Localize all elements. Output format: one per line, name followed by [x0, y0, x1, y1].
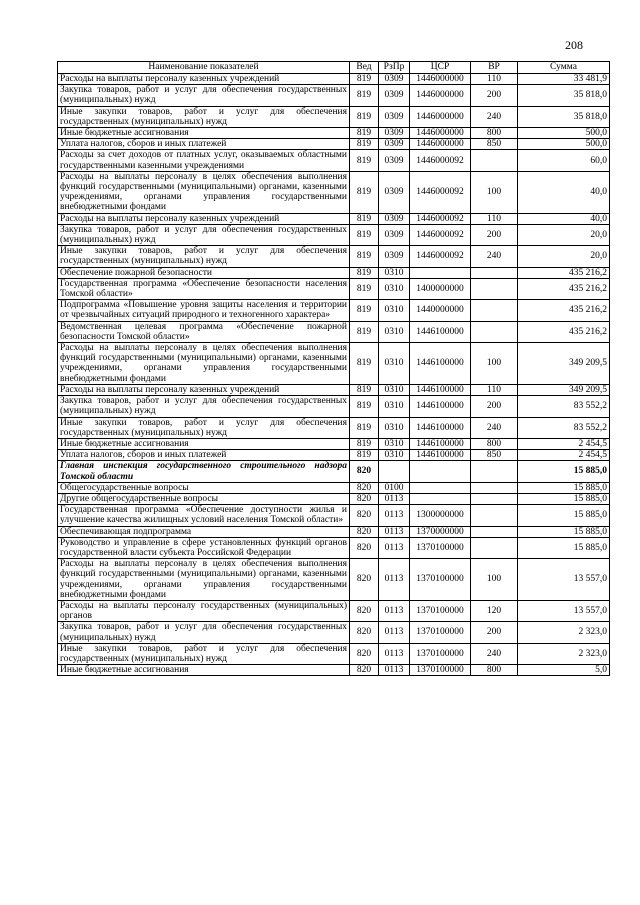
- cell-ved: 820: [350, 537, 379, 558]
- cell-ved: 819: [350, 171, 379, 213]
- table-row: [58, 171, 610, 213]
- cell-rzpr: 0310: [379, 300, 410, 321]
- cell-vr: 800: [471, 128, 518, 139]
- cell-vr: 200: [471, 224, 518, 245]
- table-row: [58, 150, 610, 171]
- cell-sum: 15 885,0: [518, 537, 610, 558]
- table-row: [58, 526, 610, 537]
- cell-ved: 820: [350, 505, 379, 526]
- cell-rzpr: 0309: [379, 224, 410, 245]
- cell-name: Иные закупки товаров, работ и услуг для обеспечения государственных (муниципальных) нужд: [58, 246, 350, 267]
- cell-csr: 1446000000: [410, 106, 471, 127]
- cell-name: Иные закупки товаров, работ и услуг для обеспечения государственных (муниципальных) нужд: [58, 106, 350, 127]
- cell-csr: 1400000000: [410, 278, 471, 299]
- cell-name: Обеспечивающая подпрограмма: [58, 526, 350, 537]
- cell-ved: 819: [350, 85, 379, 106]
- cell-sum: 5,0: [518, 665, 610, 676]
- cell-name: Закупка товаров, работ и услуг для обеспечения государственных (муниципальных) нужд: [58, 396, 350, 417]
- table-row: [58, 622, 610, 643]
- table-row: [58, 106, 610, 127]
- cell-csr: 1446000000: [410, 139, 471, 150]
- table-row: [58, 246, 610, 267]
- table-row: [58, 559, 610, 601]
- table-row: [58, 537, 610, 558]
- cell-sum: 83 552,2: [518, 417, 610, 438]
- cell-ved: 819: [350, 343, 379, 385]
- cell-sum: 2 323,0: [518, 622, 610, 643]
- cell-sum: 435 216,2: [518, 300, 610, 321]
- cell-name: Иные закупки товаров, работ и услуг для обеспечения государственных (муниципальных) нужд: [58, 417, 350, 438]
- cell-vr: 800: [471, 438, 518, 449]
- cell-csr: 1446100000: [410, 343, 471, 385]
- cell-rzpr: 0310: [379, 450, 410, 461]
- cell-ved: 820: [350, 482, 379, 493]
- cell-ved: 820: [350, 643, 379, 664]
- cell-sum: 2 323,0: [518, 643, 610, 664]
- table-row: [58, 417, 610, 438]
- cell-sum: 83 552,2: [518, 396, 610, 417]
- cell-ved: 820: [350, 493, 379, 504]
- cell-name: Закупка товаров, работ и услуг для обеспечения государственных (муниципальных) нужд: [58, 85, 350, 106]
- table-row: [58, 461, 610, 482]
- cell-rzpr: 0310: [379, 438, 410, 449]
- cell-sum: 349 209,5: [518, 384, 610, 395]
- table-row: [58, 482, 610, 493]
- cell-ved: 820: [350, 622, 379, 643]
- cell-name: Государственная программа «Обеспечение доступности жилья и улучшение качества жилищных условий населения Томской области»: [58, 505, 350, 526]
- cell-name: Расходы на выплаты персоналу в целях обеспечения выполнения функций государственными (муниципальными) органами, казенными учреждениями, органами управления государственными внебюджетными фондами: [58, 171, 350, 213]
- cell-sum: 15 885,0: [518, 505, 610, 526]
- header-ved: Вед: [350, 62, 379, 74]
- cell-rzpr: 0113: [379, 526, 410, 537]
- cell-csr: 1446000000: [410, 85, 471, 106]
- cell-name: Обеспечение пожарной безопасности: [58, 267, 350, 278]
- cell-vr: 240: [471, 106, 518, 127]
- cell-ved: 819: [350, 267, 379, 278]
- cell-name: Другие общегосударственные вопросы: [58, 493, 350, 504]
- table-row: [58, 139, 610, 150]
- cell-csr: 1446100000: [410, 438, 471, 449]
- cell-csr: 1446000000: [410, 128, 471, 139]
- cell-rzpr: 0113: [379, 537, 410, 558]
- cell-sum: 435 216,2: [518, 278, 610, 299]
- cell-vr: [471, 150, 518, 171]
- cell-ved: 820: [350, 526, 379, 537]
- cell-sum: 60,0: [518, 150, 610, 171]
- cell-vr: 110: [471, 384, 518, 395]
- table-row: [58, 321, 610, 342]
- cell-csr: 1370000000: [410, 526, 471, 537]
- table-row: [58, 600, 610, 621]
- header-rzpr: РзПр: [379, 62, 410, 74]
- cell-vr: 200: [471, 396, 518, 417]
- header-name: Наименование показателей: [58, 62, 350, 74]
- cell-ved: 819: [350, 128, 379, 139]
- cell-rzpr: 0113: [379, 643, 410, 664]
- cell-ved: 820: [350, 461, 379, 482]
- cell-sum: 35 818,0: [518, 85, 610, 106]
- cell-sum: 13 557,0: [518, 559, 610, 601]
- cell-sum: 20,0: [518, 246, 610, 267]
- cell-name: Ведомственная целевая программа «Обеспечение пожарной безопасности Томской области»: [58, 321, 350, 342]
- cell-rzpr: 0310: [379, 278, 410, 299]
- cell-vr: 850: [471, 450, 518, 461]
- cell-ved: 819: [350, 150, 379, 171]
- cell-sum: 13 557,0: [518, 600, 610, 621]
- cell-sum: 15 885,0: [518, 482, 610, 493]
- cell-csr: 1370100000: [410, 622, 471, 643]
- cell-sum: 15 885,0: [518, 461, 610, 482]
- cell-vr: 110: [471, 74, 518, 85]
- cell-name: Закупка товаров, работ и услуг для обеспечения государственных (муниципальных) нужд: [58, 622, 350, 643]
- cell-csr: 1446000000: [410, 74, 471, 85]
- table-row: [58, 505, 610, 526]
- cell-vr: [471, 505, 518, 526]
- cell-vr: 100: [471, 559, 518, 601]
- cell-rzpr: 0309: [379, 150, 410, 171]
- cell-ved: 819: [350, 224, 379, 245]
- cell-csr: [410, 267, 471, 278]
- cell-vr: [471, 526, 518, 537]
- cell-name: Главная инспекция государственного строительного надзора Томской области: [58, 461, 350, 482]
- cell-rzpr: 0309: [379, 85, 410, 106]
- cell-rzpr: 0309: [379, 74, 410, 85]
- cell-ved: 819: [350, 213, 379, 224]
- cell-sum: 500,0: [518, 128, 610, 139]
- cell-csr: 1370100000: [410, 537, 471, 558]
- cell-csr: 1446000092: [410, 224, 471, 245]
- cell-vr: 200: [471, 85, 518, 106]
- cell-rzpr: 0310: [379, 417, 410, 438]
- cell-sum: 40,0: [518, 213, 610, 224]
- cell-vr: [471, 267, 518, 278]
- cell-sum: 2 454,5: [518, 438, 610, 449]
- header-csr: ЦСР: [410, 62, 471, 74]
- page-number: 208: [565, 38, 583, 52]
- cell-ved: 819: [350, 417, 379, 438]
- cell-ved: 819: [350, 246, 379, 267]
- cell-vr: [471, 300, 518, 321]
- cell-csr: 1446100000: [410, 417, 471, 438]
- cell-vr: [471, 321, 518, 342]
- cell-name: Подпрограмма «Повышение уровня защиты населения и территории от чрезвычайных ситуаций природного и техногенного характера»: [58, 300, 350, 321]
- cell-csr: 1446000092: [410, 213, 471, 224]
- table-row: [58, 450, 610, 461]
- cell-name: Иные бюджетные ассигнования: [58, 438, 350, 449]
- cell-ved: 819: [350, 396, 379, 417]
- cell-name: Уплата налогов, сборов и иных платежей: [58, 450, 350, 461]
- cell-csr: 1446100000: [410, 321, 471, 342]
- cell-ved: 819: [350, 74, 379, 85]
- table-row: [58, 128, 610, 139]
- table-row: [58, 438, 610, 449]
- cell-ved: 819: [350, 384, 379, 395]
- cell-ved: 820: [350, 665, 379, 676]
- cell-rzpr: 0100: [379, 482, 410, 493]
- cell-name: Закупка товаров, работ и услуг для обеспечения государственных (муниципальных) нужд: [58, 224, 350, 245]
- cell-ved: 819: [350, 139, 379, 150]
- cell-rzpr: 0113: [379, 559, 410, 601]
- cell-sum: 435 216,2: [518, 321, 610, 342]
- cell-vr: 240: [471, 417, 518, 438]
- header-vr: ВР: [471, 62, 518, 74]
- cell-ved: 819: [350, 300, 379, 321]
- cell-csr: 1446100000: [410, 396, 471, 417]
- cell-ved: 819: [350, 438, 379, 449]
- header-sum: Сумма: [518, 62, 610, 74]
- table-row: [58, 213, 610, 224]
- cell-ved: 820: [350, 559, 379, 601]
- cell-rzpr: 0309: [379, 128, 410, 139]
- cell-vr: 800: [471, 665, 518, 676]
- table-row: [58, 643, 610, 664]
- cell-rzpr: 0113: [379, 665, 410, 676]
- cell-sum: 435 216,2: [518, 267, 610, 278]
- cell-sum: 33 481,9: [518, 74, 610, 85]
- cell-sum: 15 885,0: [518, 526, 610, 537]
- cell-rzpr: 0310: [379, 267, 410, 278]
- cell-rzpr: 0309: [379, 171, 410, 213]
- cell-rzpr: 0310: [379, 343, 410, 385]
- cell-name: Расходы за счет доходов от платных услуг, оказываемых областными государственными казенными учреждениями: [58, 150, 350, 171]
- cell-csr: 1446100000: [410, 384, 471, 395]
- cell-csr: 1370100000: [410, 600, 471, 621]
- cell-name: Расходы на выплаты персоналу в целях обеспечения выполнения функций государственными (муниципальными) органами, казенными учреждениями, органами управления государственными внебюджетными фондами: [58, 559, 350, 601]
- table-row: [58, 224, 610, 245]
- cell-name: Расходы на выплаты персоналу в целях обеспечения выполнения функций государственными (муниципальными) органами, казенными учреждениями, органами управления государственными внебюджетными фондами: [58, 343, 350, 385]
- cell-vr: [471, 537, 518, 558]
- cell-csr: 1446000092: [410, 171, 471, 213]
- table-row: [58, 85, 610, 106]
- table-row: [58, 278, 610, 299]
- cell-name: Расходы на выплаты персоналу государственных (муниципальных) органов: [58, 600, 350, 621]
- cell-sum: 35 818,0: [518, 106, 610, 127]
- cell-name: Расходы на выплаты персоналу казенных учреждений: [58, 74, 350, 85]
- cell-csr: 1446000092: [410, 150, 471, 171]
- cell-vr: [471, 493, 518, 504]
- cell-rzpr: 0310: [379, 321, 410, 342]
- cell-name: Руководство и управление в сфере установленных функций органов государственной власти субъекта Российской Федерации: [58, 537, 350, 558]
- cell-csr: 1370100000: [410, 559, 471, 601]
- budget-table: [57, 61, 610, 676]
- cell-rzpr: 0310: [379, 396, 410, 417]
- cell-vr: 110: [471, 213, 518, 224]
- cell-name: Уплата налогов, сборов и иных платежей: [58, 139, 350, 150]
- cell-ved: 820: [350, 600, 379, 621]
- table-row: [58, 384, 610, 395]
- cell-vr: 240: [471, 246, 518, 267]
- cell-name: Государственная программа «Обеспечение безопасности населения Томской области»: [58, 278, 350, 299]
- cell-name: Расходы на выплаты персоналу казенных учреждений: [58, 384, 350, 395]
- cell-sum: 2 454,5: [518, 450, 610, 461]
- table-row: [58, 343, 610, 385]
- table-row: [58, 665, 610, 676]
- cell-rzpr: 0309: [379, 106, 410, 127]
- cell-name: Иные закупки товаров, работ и услуг для обеспечения государственных (муниципальных) нужд: [58, 643, 350, 664]
- cell-csr: [410, 461, 471, 482]
- cell-csr: [410, 493, 471, 504]
- cell-ved: 819: [350, 106, 379, 127]
- cell-vr: [471, 278, 518, 299]
- cell-sum: 500,0: [518, 139, 610, 150]
- cell-vr: 120: [471, 600, 518, 621]
- cell-sum: 20,0: [518, 224, 610, 245]
- cell-vr: 850: [471, 139, 518, 150]
- cell-ved: 819: [350, 321, 379, 342]
- cell-rzpr: [379, 461, 410, 482]
- cell-ved: 819: [350, 450, 379, 461]
- cell-vr: [471, 482, 518, 493]
- cell-rzpr: 0113: [379, 493, 410, 504]
- table-row: [58, 300, 610, 321]
- cell-rzpr: 0113: [379, 600, 410, 621]
- cell-csr: 1446000092: [410, 246, 471, 267]
- cell-vr: [471, 461, 518, 482]
- cell-csr: 1370100000: [410, 665, 471, 676]
- table-row: [58, 267, 610, 278]
- cell-csr: 1370100000: [410, 643, 471, 664]
- cell-rzpr: 0309: [379, 139, 410, 150]
- cell-csr: 1440000000: [410, 300, 471, 321]
- cell-name: Иные бюджетные ассигнования: [58, 128, 350, 139]
- cell-sum: 40,0: [518, 171, 610, 213]
- cell-sum: 15 885,0: [518, 493, 610, 504]
- cell-vr: 100: [471, 343, 518, 385]
- cell-vr: 240: [471, 643, 518, 664]
- cell-rzpr: 0310: [379, 384, 410, 395]
- cell-csr: 1300000000: [410, 505, 471, 526]
- cell-name: Расходы на выплаты персоналу казенных учреждений: [58, 213, 350, 224]
- table-row: [58, 74, 610, 85]
- cell-rzpr: 0113: [379, 622, 410, 643]
- cell-rzpr: 0309: [379, 213, 410, 224]
- cell-csr: [410, 482, 471, 493]
- cell-csr: 1446100000: [410, 450, 471, 461]
- cell-vr: 200: [471, 622, 518, 643]
- cell-name: Иные бюджетные ассигнования: [58, 665, 350, 676]
- cell-vr: 100: [471, 171, 518, 213]
- table-row: [58, 396, 610, 417]
- cell-ved: 819: [350, 278, 379, 299]
- cell-rzpr: 0309: [379, 246, 410, 267]
- table-body: [58, 74, 610, 676]
- table-row: [58, 493, 610, 504]
- cell-rzpr: 0113: [379, 505, 410, 526]
- cell-sum: 349 209,5: [518, 343, 610, 385]
- table-header-row: [58, 62, 610, 74]
- cell-name: Общегосударственные вопросы: [58, 482, 350, 493]
